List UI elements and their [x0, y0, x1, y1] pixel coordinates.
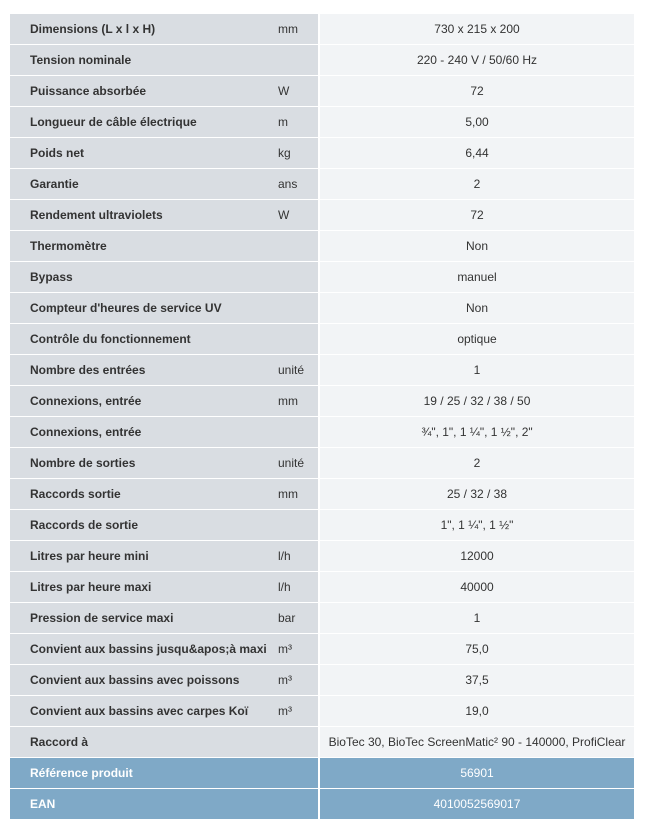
spec-label: Convient aux bassins jusqu&apos;à maxi — [30, 642, 267, 656]
spec-label: Convient aux bassins avec poissons — [30, 673, 240, 687]
spec-label: Rendement ultraviolets — [30, 208, 163, 222]
spec-value: 40000 — [320, 572, 634, 602]
spec-label: Connexions, entrée — [30, 394, 142, 408]
spec-label-cell — [10, 169, 320, 199]
spec-value: Non — [320, 231, 634, 261]
spec-unit: m³ — [278, 642, 292, 656]
spec-label: Raccord à — [30, 735, 89, 749]
spec-unit: m — [278, 115, 288, 129]
spec-label-cell — [10, 293, 320, 323]
spec-label-cell — [10, 262, 320, 292]
reference-row-ean — [10, 789, 634, 820]
spec-row-tension — [10, 45, 634, 76]
spec-row-compteur-uv — [10, 293, 634, 324]
spec-value: 2 — [320, 448, 634, 478]
spec-label-cell — [10, 696, 320, 726]
ean-label: EAN — [30, 797, 56, 811]
spec-label: Connexions, entrée — [30, 425, 142, 439]
spec-value: 25 / 32 / 38 — [320, 479, 634, 509]
spec-row-nombre-sorties — [10, 448, 634, 479]
spec-label-cell — [10, 231, 320, 261]
spec-value: 72 — [320, 76, 634, 106]
spec-unit: ans — [278, 177, 298, 191]
spec-row-litres-mini — [10, 541, 634, 572]
spec-value: 5,00 — [320, 107, 634, 137]
spec-label: Longueur de câble électrique — [30, 115, 197, 129]
reference-value: 56901 — [320, 758, 634, 788]
spec-value: manuel — [320, 262, 634, 292]
spec-label: Litres par heure maxi — [30, 580, 152, 594]
spec-unit: W — [278, 84, 290, 98]
spec-label-cell — [10, 45, 320, 75]
spec-label-cell — [10, 107, 320, 137]
spec-value: 37,5 — [320, 665, 634, 695]
spec-label-cell — [10, 14, 320, 44]
spec-unit: mm — [278, 22, 298, 36]
spec-row-bassins-poissons — [10, 665, 634, 696]
spec-unit: l/h — [278, 549, 291, 563]
spec-unit: m³ — [278, 704, 292, 718]
spec-unit: W — [278, 208, 290, 222]
spec-label-cell — [10, 665, 320, 695]
spec-label: Litres par heure mini — [30, 549, 149, 563]
spec-unit: mm — [278, 394, 298, 408]
spec-row-raccords-sortie-inch — [10, 510, 634, 541]
spec-label-cell — [10, 76, 320, 106]
spec-value: BioTec 30, BioTec ScreenMatic² 90 - 140000, ProfiClear — [320, 727, 634, 757]
spec-label-cell — [10, 510, 320, 540]
spec-label: Thermomètre — [30, 239, 107, 253]
reference-row-product — [10, 758, 634, 789]
spec-row-bypass — [10, 262, 634, 293]
spec-value: 220 - 240 V / 50/60 Hz — [320, 45, 634, 75]
ean-label-cell — [10, 789, 320, 819]
spec-row-raccords-sortie-mm — [10, 479, 634, 510]
spec-row-dimensions — [10, 14, 634, 45]
spec-label-cell — [10, 355, 320, 385]
spec-unit: mm — [278, 487, 298, 501]
spec-label: Tension nominale — [30, 53, 132, 67]
spec-row-garantie — [10, 169, 634, 200]
spec-label-cell — [10, 634, 320, 664]
reference-label-cell — [10, 758, 320, 788]
spec-label: Dimensions (L x l x H) — [30, 22, 156, 36]
spec-value: 1 — [320, 603, 634, 633]
spec-row-connexions-entree-mm — [10, 386, 634, 417]
spec-row-cable — [10, 107, 634, 138]
spec-label: Contrôle du fonctionnement — [30, 332, 191, 346]
ean-value: 4010052569017 — [320, 789, 634, 819]
spec-label: Compteur d'heures de service UV — [30, 301, 222, 315]
spec-row-thermometre — [10, 231, 634, 262]
spec-unit: m³ — [278, 673, 292, 687]
spec-row-bassins-maxi — [10, 634, 634, 665]
spec-value: 19 / 25 / 32 / 38 / 50 — [320, 386, 634, 416]
spec-label: Puissance absorbée — [30, 84, 147, 98]
spec-label-cell — [10, 603, 320, 633]
spec-label: Garantie — [30, 177, 79, 191]
spec-unit: unité — [278, 363, 305, 377]
spec-row-rendement-uv — [10, 200, 634, 231]
spec-label-cell — [10, 386, 320, 416]
spec-value: 6,44 — [320, 138, 634, 168]
spec-label-cell — [10, 448, 320, 478]
spec-unit: kg — [278, 146, 291, 160]
spec-row-puissance — [10, 76, 634, 107]
spec-value: 72 — [320, 200, 634, 230]
spec-label-cell — [10, 479, 320, 509]
spec-label-cell — [10, 138, 320, 168]
spec-row-poids — [10, 138, 634, 169]
spec-row-pression — [10, 603, 634, 634]
spec-label-cell — [10, 417, 320, 447]
spec-value: 12000 — [320, 541, 634, 571]
spec-label: Nombre des entrées — [30, 363, 146, 377]
spec-value: 2 — [320, 169, 634, 199]
spec-value: 75,0 — [320, 634, 634, 664]
spec-label-cell — [10, 541, 320, 571]
spec-value: 1 — [320, 355, 634, 385]
spec-row-nombre-entrees — [10, 355, 634, 386]
spec-value: Non — [320, 293, 634, 323]
spec-row-litres-maxi — [10, 572, 634, 603]
spec-row-controle — [10, 324, 634, 355]
spec-label-cell — [10, 727, 320, 757]
spec-row-raccord — [10, 727, 634, 758]
spec-label: Poids net — [30, 146, 85, 160]
spec-label-cell — [10, 324, 320, 354]
spec-label: Convient aux bassins avec carpes Koï — [30, 704, 249, 718]
spec-label-cell — [10, 572, 320, 602]
spec-label: Nombre de sorties — [30, 456, 136, 470]
spec-label-cell — [10, 200, 320, 230]
spec-unit: l/h — [278, 580, 291, 594]
spec-value: optique — [320, 324, 634, 354]
spec-row-connexions-entree-inch — [10, 417, 634, 448]
spec-unit: bar — [278, 611, 296, 625]
spec-value: 19,0 — [320, 696, 634, 726]
spec-value: 1", 1 ¼", 1 ½" — [320, 510, 634, 540]
spec-row-bassins-koi — [10, 696, 634, 727]
spec-label: Bypass — [30, 270, 73, 284]
spec-table — [10, 14, 634, 820]
spec-label: Pression de service maxi — [30, 611, 174, 625]
spec-unit: unité — [278, 456, 305, 470]
reference-label: Référence produit — [30, 766, 133, 780]
spec-label: Raccords sortie — [30, 487, 121, 501]
spec-value: ¾", 1", 1 ¼", 1 ½", 2" — [320, 417, 634, 447]
spec-label: Raccords de sortie — [30, 518, 139, 532]
spec-value: 730 x 215 x 200 — [320, 14, 634, 44]
